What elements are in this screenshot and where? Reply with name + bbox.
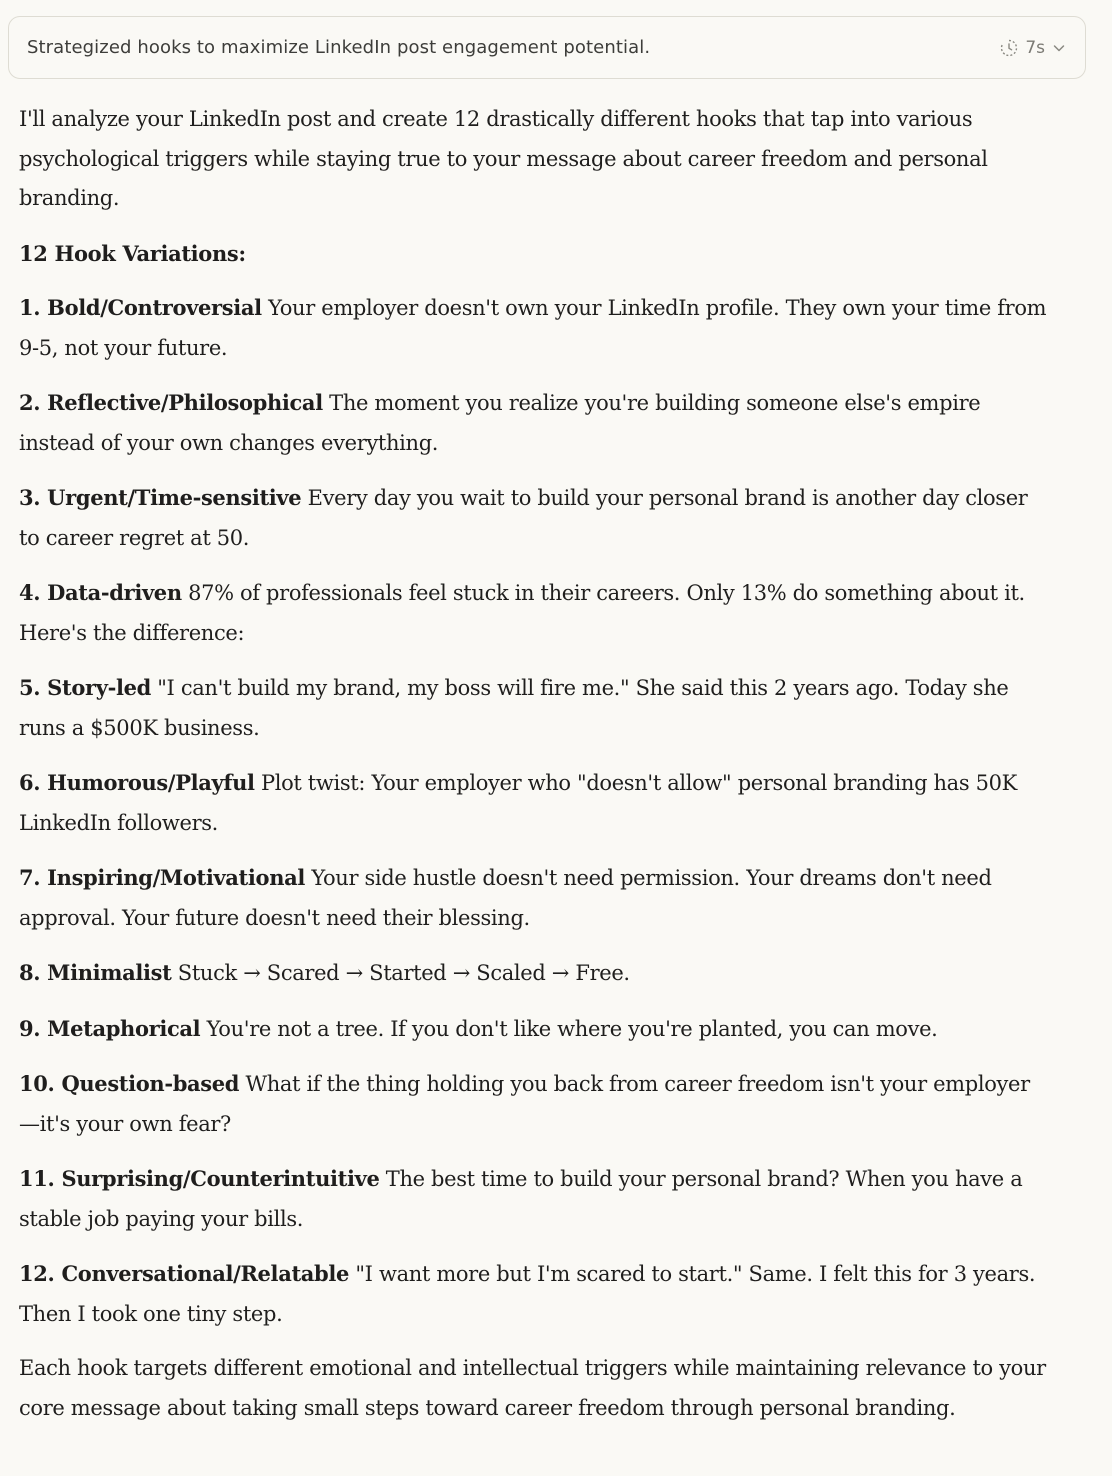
hook-label: 12. Conversational/Relatable (19, 1261, 350, 1286)
hook-label: 2. Reflective/Philosophical (19, 390, 323, 415)
hook-label: 4. Data-driven (19, 580, 182, 605)
hook-text: "I can't build my brand, my boss will fire me." She said this 2 years ago. Today she runs a $500K business. (19, 676, 1009, 740)
hook-item (19, 858, 1049, 938)
hook-item (19, 383, 1049, 463)
hook-text: 87% of professionals feel stuck in their careers. Only 13% do something about it. Here's the difference: (19, 581, 1025, 645)
hook-item (19, 478, 1049, 558)
hook-item (19, 763, 1049, 843)
thinking-summary-toggle[interactable] (8, 16, 1086, 79)
response-outro: Each hook targets different emotional and intellectual triggers while maintaining relevance to your core message about taking small steps toward career freedom through personal branding. (19, 1356, 1046, 1420)
thinking-summary-text: Strategized hooks to maximize LinkedIn post engagement potential. (27, 37, 651, 58)
hook-text: The moment you realize you're building someone else's empire instead of your own changes everything. (19, 391, 981, 455)
hook-item (19, 1064, 1049, 1144)
hook-label: 11. Surprising/Counterintuitive (19, 1166, 380, 1191)
thinking-duration: 7s (1025, 37, 1045, 58)
hooks-heading: 12 Hook Variations: (19, 240, 246, 266)
hook-text: Plot twist: Your employer who "doesn't allow" personal branding has 50K LinkedIn followers. (19, 771, 1017, 835)
hook-item (19, 1009, 1049, 1050)
hook-label: 3. Urgent/Time-sensitive (19, 485, 302, 510)
hook-item (19, 953, 1049, 994)
hook-text: Your side hustle doesn't need permission. Your dreams don't need approval. Your future doesn't need their blessing. (19, 866, 992, 930)
chevron-down-icon[interactable] (1051, 40, 1067, 56)
hook-item (19, 1254, 1049, 1334)
hook-label: 6. Humorous/Playful (19, 770, 255, 795)
hook-text: You're not a tree. If you don't like where you're planted, you can move. (206, 1016, 938, 1041)
hook-text: "I want more but I'm scared to start." Same. I felt this for 3 years. Then I took one tiny step. (19, 1262, 1036, 1326)
thinking-meta[interactable] (999, 38, 1067, 58)
timer-icon (999, 38, 1019, 58)
response-intro: I'll analyze your LinkedIn post and create 12 drastically different hooks that tap into various psychological triggers while staying true to your message about career freedom and personal branding. (19, 107, 988, 210)
hook-item (19, 1159, 1049, 1239)
hook-text: Your employer doesn't own your LinkedIn profile. They own your time from 9-5, not your future. (19, 296, 1047, 360)
hook-label: 5. Story-led (19, 675, 151, 700)
hook-item (19, 573, 1049, 653)
hook-label: 1. Bold/Controversial (19, 295, 262, 320)
hook-label: 7. Inspiring/Motivational (19, 865, 305, 890)
hook-label: 10. Question-based (19, 1071, 240, 1096)
hook-label: 9. Metaphorical (19, 1015, 201, 1041)
hook-text: The best time to build your personal brand? When you have a stable job paying your bills. (19, 1167, 1023, 1231)
hook-item (19, 668, 1049, 748)
hook-text: Stuck → Scared → Started → Scaled → Free. (177, 961, 630, 985)
hook-item (19, 288, 1049, 368)
hook-text: Every day you wait to build your personal brand is another day closer to career regret at 50. (19, 486, 1028, 550)
hook-text: What if the thing holding you back from career freedom isn't your employer—it's your own fear? (19, 1072, 1030, 1136)
hook-label: 8. Minimalist (19, 960, 172, 985)
assistant-response (19, 100, 1049, 1443)
hooks-list (19, 288, 1049, 1334)
